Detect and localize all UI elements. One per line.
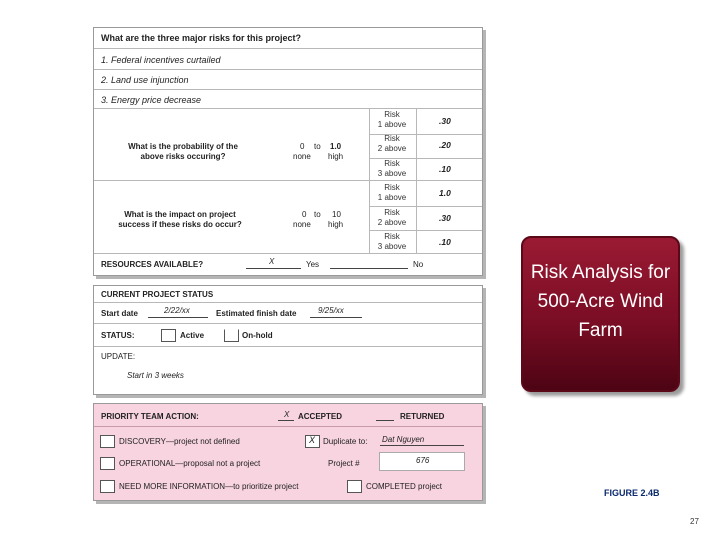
risk-assessment-form [93, 27, 483, 276]
page-number: 27 [690, 517, 699, 526]
resources-no-label: No [413, 260, 424, 269]
finish-date-value: 9/25/xx [318, 306, 344, 315]
impact-question-line-2: success if these risks do occur? [118, 220, 242, 229]
operational-checkbox[interactable] [100, 457, 115, 470]
risk-item-3: 3. Energy price decrease [101, 95, 202, 105]
risk-item-1: 1. Federal incentives curtailed [101, 55, 221, 65]
completed-checkbox[interactable] [347, 480, 362, 493]
project-number-value: 676 [416, 456, 430, 465]
probability-question-line-1: What is the probability of the [128, 142, 238, 151]
priority-title: PRIORITY TEAM ACTION: [101, 412, 199, 421]
probability-value-3: .10 [439, 164, 451, 174]
priority-team-form [93, 403, 483, 501]
completed-label: COMPLETED project [366, 482, 443, 491]
status-title: CURRENT PROJECT STATUS [101, 290, 214, 299]
discovery-checkbox[interactable] [100, 435, 115, 448]
impact-value-1: 1.0 [439, 188, 451, 198]
onhold-label: On-hold [242, 331, 273, 340]
probability-risk-2: Risk 2 above [377, 134, 407, 153]
project-status-form [93, 285, 483, 395]
resources-yes-label: Yes [306, 260, 320, 269]
impact-question-line-1: What is the impact on project [124, 210, 236, 219]
probability-risk-1: Risk 1 above [377, 110, 407, 129]
accepted-mark: X [284, 410, 290, 419]
update-label: UPDATE: [101, 352, 136, 361]
impact-scale-low: 0 [302, 210, 307, 219]
impact-risk-3: Risk 3 above [377, 232, 407, 251]
figure-label: FIGURE 2.4B [604, 488, 660, 498]
resources-yes-mark: X [269, 257, 275, 266]
impact-scale-low-label: none [293, 220, 311, 229]
probability-scale-low: 0 [300, 142, 305, 151]
probability-question-line-2: above risks occuring? [140, 152, 226, 161]
duplicate-value: Dat Nguyen [382, 435, 425, 444]
discovery-label: DISCOVERY—project not defined [119, 437, 240, 446]
impact-risk-1: Risk 1 above [377, 183, 407, 202]
probability-value-1: .30 [439, 116, 451, 126]
probability-scale-to: to [314, 142, 321, 151]
more-info-label: NEED MORE INFORMATION—to prioritize project [119, 482, 299, 491]
start-date-value: 2/22/xx [164, 306, 190, 315]
probability-scale-low-label: none [293, 152, 311, 161]
operational-label: OPERATIONAL—proposal not a project [119, 459, 261, 468]
probability-value-2: .20 [439, 140, 451, 150]
impact-risk-2: Risk 2 above [377, 208, 407, 227]
impact-scale-high: 10 [332, 210, 341, 219]
returned-label: RETURNED [400, 412, 445, 421]
finish-date-label: Estimated finish date [216, 309, 297, 318]
impact-scale-to: to [314, 210, 321, 219]
impact-value-3: .10 [439, 237, 451, 247]
probability-scale-high: 1.0 [330, 142, 342, 151]
duplicate-label: Duplicate to: [323, 437, 368, 446]
resources-label: RESOURCES AVAILABLE? [101, 260, 204, 269]
active-checkbox[interactable] [161, 329, 176, 342]
impact-scale-high-label: high [328, 220, 344, 229]
probability-risk-3: Risk 3 above [377, 159, 407, 178]
slide-title-card [521, 236, 680, 392]
project-number-field[interactable] [379, 452, 465, 471]
risks-question: What are the three major risks for this project? [101, 33, 302, 43]
project-number-label: Project # [328, 459, 360, 468]
duplicate-mark: X [309, 435, 316, 445]
slide-title: Risk Analysis for 500-Acre Wind Farm [530, 262, 671, 341]
status-label: STATUS: [101, 331, 135, 340]
update-value: Start in 3 weeks [127, 371, 184, 380]
onhold-checkbox[interactable] [224, 329, 239, 342]
risk-item-2: 2. Land use injunction [101, 75, 189, 85]
more-info-checkbox[interactable] [100, 480, 115, 493]
accepted-label: ACCEPTED [298, 412, 343, 421]
start-date-label: Start date [101, 309, 138, 318]
active-label: Active [180, 331, 205, 340]
probability-scale-high-label: high [328, 152, 344, 161]
impact-value-2: .30 [439, 213, 451, 223]
